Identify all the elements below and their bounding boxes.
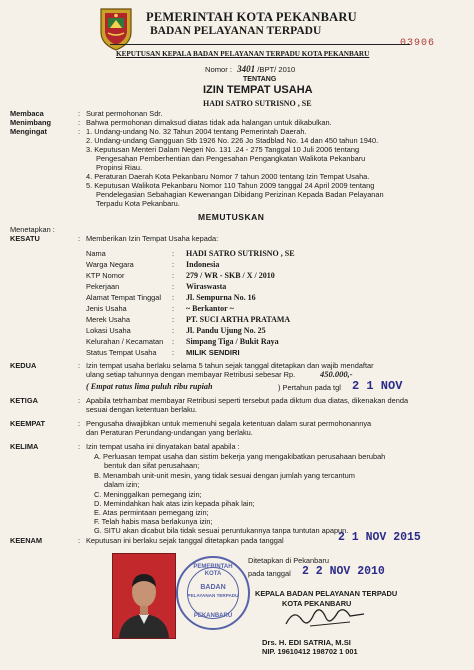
kedua-line-1: Izin tempat usaha berlaku selama 5 tahun sejak tanggal ditetapkan dan wajib mendaftar [86,361,374,370]
mengingat-item-5: 5. Keputusan Walikota Pekanbaru Nomor 110 Tahun 2009 tanggal 24 April 2009 tentang [86,181,375,190]
seal-middle-text-1: BADAN [200,584,226,591]
memutuskan-heading: MEMUTUSKAN [198,212,265,222]
person-portrait-icon [113,554,175,638]
official-name: Drs. H. EDI SATRIA, M.SI [262,638,351,647]
field-value-kelurahan: Simpang Tiga / Bukit Raya [186,337,279,346]
seal-bottom-text: PEKANBARU [193,613,233,619]
field-value-ktp: 279 / WR - SKB / X / 2010 [186,271,275,280]
keempat-line-1: Pengusaha diwajibkan untuk memenuhi segala ketentuan dalam surat permohonannya [86,419,372,428]
field-colon: : [172,260,175,269]
field-colon: : [172,304,175,313]
keempat-label: KEEMPAT [10,419,46,428]
kedua-line-2: ulang setiap tahunnya dengan membayar Retribusi sebesar Rp. [86,370,296,379]
field-key: Kelurahan / Kecamatan [86,337,164,346]
field-key: Lokasi Usaha [86,326,131,335]
keempat-line-2: dan Peraturan Perundang-undangan yang berlaku. [86,428,253,437]
mengingat-item-4: 4. Peraturan Daerah Kota Pekanbaru Nomor 7 tahun 2000 tentang Izin Tempat Usaha. [86,172,370,181]
field-key: Alamat Tempat Tinggal [86,293,162,302]
field-colon: : [172,337,175,346]
field-key: Jenis Usaha [86,304,127,313]
nomor-suffix: /BPT/ 2010 [257,65,296,74]
keenam-colon: : [78,536,81,545]
kelima-item-g: G. SITU akan dicabut bila tidak sesuai peruntukannya tanpa tuntutan apapun. [94,526,349,535]
ketiga-colon: : [78,396,81,405]
kelima-item-e: E. Atas permintaan pemegang izin; [94,508,209,517]
header-line-1: PEMERINTAH KOTA PEKANBARU [146,10,357,24]
footer-date-stamp: 2 2 NOV 2010 [302,565,385,578]
field-key: Status Tempat Usaha [86,348,157,357]
kesatu-label: KESATU [10,234,40,243]
mengingat-item-2: 2. Undang-undang Gangguan Stb 1926 No. 226 Jo Stadblad No. 14 dan 450 tahun 1940. [86,136,379,145]
document-title: IZIN TEMPAT USAHA [203,84,313,96]
field-value-jenis-usaha: ~ Berkantor ~ [186,304,234,313]
field-colon: : [172,315,175,324]
ketiga-line-2: sesuai dengan ketentuan berlaku. [86,405,197,414]
nomor-row [205,64,295,75]
header-line-2: BADAN PELAYANAN TERPADU [150,25,322,37]
ketiga-line-1: Apabila tetrhambat membayar Retribusi seperti tersebut pada diktum dua diatas, dikenakan denda [86,396,409,405]
header-divider [110,44,410,45]
field-colon: : [172,282,175,291]
kelima-label: KELIMA [10,442,39,451]
kelima-item-b: B. Menambah unit-unit mesin, yang tidak sesuai dengan jumlah yang tercantum [94,471,355,480]
mengingat-item-3-cont-1: Pengesahan Pemberhentian dan Pengesahan Pengangkatan Walikota Pekanbaru [96,154,366,163]
kelima-intro: Izin tempat usaha ini dinyatakan batal apabila : [86,442,240,451]
kedua-paid-label: ) Pertahun pada tgl [278,383,341,392]
field-value-status: MILIK SENDIRI [186,348,240,357]
keenam-date-stamp: 2 1 NOV 2015 [338,531,421,544]
pada-tanggal-label: pada tanggal [248,569,291,578]
kelima-item-c: C. Meninggalkan pemegang izin; [94,490,202,499]
field-value-lokasi: Jl. Pandu Ujung No. 25 [186,326,266,335]
field-value-pekerjaan: Wiraswasta [186,282,227,291]
kedua-terbilang: ( Empat ratus lima puluh ribu rupiah [86,382,213,391]
nomor-value: 3401 [237,64,256,74]
membaca-colon: : [78,109,81,118]
membaca-label: Membaca [10,109,44,118]
menimbang-colon: : [78,118,81,127]
kelima-item-d: D. Memindahkan hak atas izin kepada pihak lain; [94,499,255,508]
field-key: Nama [86,249,106,258]
field-colon: : [172,326,175,335]
mengingat-item-5-cont-2: Terpadu Kota Pekanbaru. [96,199,180,208]
serial-number: 03906 [400,38,436,49]
field-colon: : [172,249,175,258]
menimbang-label: Menimbang [10,118,52,127]
jabatan-line-2: KOTA PEKANBARU [282,599,352,608]
keenam-label: KEENAM [10,536,43,545]
field-key: Merek Usaha [86,315,130,324]
field-value-warga-negara: Indonesia [186,260,220,269]
city-emblem-icon [98,6,134,52]
nomor-label: Nomor : [205,65,233,74]
field-key: KTP Nomor [86,271,125,280]
menimbang-text: Bahwa permohonan dimaksud diatas tidak ada halangan untuk dikabulkan. [86,118,332,127]
menetapkan-label: Menetapkan : [10,225,55,234]
owner-photo [112,553,176,639]
kesatu-intro: Memberikan Izin Tempat Usaha kepada: [86,234,219,243]
official-seal-icon [176,556,250,630]
seal-top-text: PEMERINTAH KOTA [193,564,233,578]
owner-name-heading: HADI SATRO SUTRISNO , SE [203,99,312,108]
field-colon: : [172,271,175,280]
mengingat-label: Mengingat [10,127,47,136]
kedua-paid-date-stamp: 2 1 NOV [352,379,403,393]
ditetapkan-di: Ditetapkan di Pekanbaru [248,556,329,565]
kelima-item-f: F. Telah habis masa berlakunya izin; [94,517,213,526]
kelima-item-a: A. Perluasan tempat usaha dan sistim bekerja yang mengakibatkan perusahaan berubah [94,452,386,461]
field-value-merek-usaha: PT. SUCI ARTHA PRATAMA [186,315,291,324]
membaca-text: Surat permohonan Sdr. [86,109,163,118]
keempat-colon: : [78,419,81,428]
field-value-nama: HADI SATRO SUTRISNO , SE [186,249,295,258]
kelima-item-b-cont: dalam izin; [104,480,140,489]
kesatu-colon: : [78,234,81,243]
field-colon: : [172,293,175,302]
ketiga-label: KETIGA [10,396,38,405]
official-nip: NIP. 19610412 198702 1 001 [262,647,358,656]
mengingat-item-5-cont-1: Pendelegasian Sebahagian Kewenangan Dibidang Perizinan Kepada Badan Pelayanan [96,190,384,199]
kedua-colon: : [78,361,81,370]
kedua-label: KEDUA [10,361,37,370]
field-key: Pekerjaan [86,282,120,291]
field-value-alamat: Jl. Sempurna No. 16 [186,293,256,302]
field-colon: : [172,348,175,357]
keenam-text: Keputusan ini berlaku sejak tanggal ditetapkan pada tanggal [86,536,284,545]
mengingat-item-1: 1. Undang-undang No. 32 Tahun 2004 tentang Pemerintah Daerah. [86,127,307,136]
mengingat-item-3-cont-2: Propinsi Riau. [96,163,143,172]
keputusan-heading: KEPUTUSAN KEPALA BADAN PELAYANAN TERPADU KOTA PEKANBARU [116,50,370,58]
jabatan-line-1: KEPALA BADAN PELAYANAN TERPADU [255,589,398,598]
tentang-label: TENTANG [243,76,277,83]
kedua-amount: 450.000,- [320,369,353,379]
mengingat-item-3: 3. Keputusan Menteri Dalam Negeri No. 131 .24 - 275 Tanggal 10 Juli 2006 tentang [86,145,360,154]
seal-middle-text-2: PELAYANAN TERPADU [187,593,239,598]
kelima-colon: : [78,442,81,451]
field-key: Warga Negara [86,260,134,269]
mengingat-colon: : [78,127,81,136]
kelima-item-a-cont: bentuk dan sifat perusahaan; [104,461,200,470]
signature-icon [280,600,370,632]
